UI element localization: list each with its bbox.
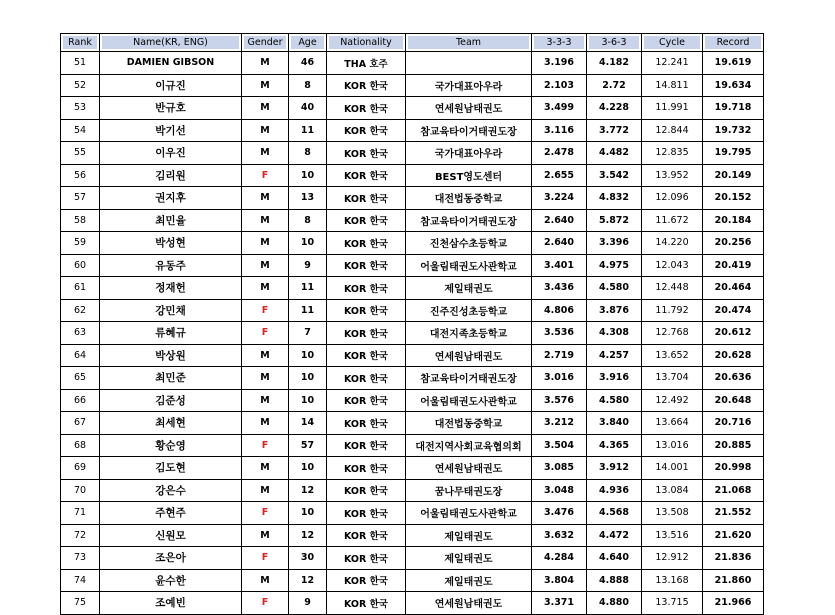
- team-cell: 참교육타이거태권도장: [406, 209, 532, 232]
- gender-cell: M: [242, 142, 289, 165]
- nationality-cell: KOR 한국: [327, 434, 406, 457]
- rank-cell: 62: [61, 299, 100, 322]
- name-cell: 황순영: [100, 434, 242, 457]
- name-cell: 정재헌: [100, 277, 242, 300]
- nationality-cell: KOR 한국: [327, 457, 406, 480]
- record-cell: 20.628: [703, 344, 764, 367]
- record-cell: 21.068: [703, 479, 764, 502]
- time-333-cell: 3.116: [532, 119, 587, 142]
- nationality-cell: KOR 한국: [327, 119, 406, 142]
- record-cell: 20.885: [703, 434, 764, 457]
- name-cell: 강민채: [100, 299, 242, 322]
- cycle-cell: 14.811: [642, 74, 703, 97]
- name-cell: 최세현: [100, 412, 242, 435]
- time-363-cell: 3.542: [587, 164, 642, 187]
- name-cell: 박상원: [100, 344, 242, 367]
- time-333-cell: 3.536: [532, 322, 587, 345]
- table-row: [61, 164, 764, 187]
- age-cell: 30: [289, 547, 327, 570]
- time-333-cell: 3.196: [532, 52, 587, 75]
- time-363-cell: 4.182: [587, 52, 642, 75]
- time-363-cell: 5.872: [587, 209, 642, 232]
- nationality-cell: THA 호주: [327, 52, 406, 75]
- nationality-cell: KOR 한국: [327, 232, 406, 255]
- age-cell: 40: [289, 97, 327, 120]
- gender-cell: F: [242, 502, 289, 525]
- nationality-cell: KOR 한국: [327, 412, 406, 435]
- rank-cell: 70: [61, 479, 100, 502]
- time-363-cell: 3.840: [587, 412, 642, 435]
- nationality-cell: KOR 한국: [327, 254, 406, 277]
- table-row: [61, 74, 764, 97]
- cycle-cell: 13.952: [642, 164, 703, 187]
- header-record: Record: [703, 34, 764, 52]
- gender-cell: M: [242, 187, 289, 210]
- name-cell: 박성현: [100, 232, 242, 255]
- age-cell: 57: [289, 434, 327, 457]
- table-row: [61, 434, 764, 457]
- rank-cell: 51: [61, 52, 100, 75]
- team-cell: 꿈나무태권도장: [406, 479, 532, 502]
- results-body: [61, 52, 764, 615]
- gender-cell: M: [242, 412, 289, 435]
- time-363-cell: 3.912: [587, 457, 642, 480]
- cycle-cell: 13.704: [642, 367, 703, 390]
- record-cell: 20.636: [703, 367, 764, 390]
- time-333-cell: 3.632: [532, 524, 587, 547]
- rank-cell: 59: [61, 232, 100, 255]
- team-cell: 어울림태권도사관학교: [406, 502, 532, 525]
- time-363-cell: 4.257: [587, 344, 642, 367]
- name-cell: 강은수: [100, 479, 242, 502]
- record-cell: 19.718: [703, 97, 764, 120]
- team-cell: 어울림태권도사관학교: [406, 389, 532, 412]
- time-333-cell: 2.640: [532, 232, 587, 255]
- team-cell: 어울림태권도사관학교: [406, 254, 532, 277]
- team-cell: 연세원남태권도: [406, 457, 532, 480]
- record-cell: 20.184: [703, 209, 764, 232]
- cycle-cell: 13.664: [642, 412, 703, 435]
- cycle-cell: 11.991: [642, 97, 703, 120]
- rank-cell: 72: [61, 524, 100, 547]
- rank-cell: 75: [61, 592, 100, 615]
- time-363-cell: 4.936: [587, 479, 642, 502]
- age-cell: 12: [289, 479, 327, 502]
- age-cell: 10: [289, 389, 327, 412]
- record-cell: 21.620: [703, 524, 764, 547]
- gender-cell: M: [242, 74, 289, 97]
- table-row: [61, 209, 764, 232]
- record-cell: 21.860: [703, 569, 764, 592]
- nationality-cell: KOR 한국: [327, 524, 406, 547]
- table-row: [61, 524, 764, 547]
- record-cell: 19.795: [703, 142, 764, 165]
- time-363-cell: 3.916: [587, 367, 642, 390]
- gender-cell: M: [242, 119, 289, 142]
- gender-cell: M: [242, 457, 289, 480]
- header-team: Team: [406, 34, 532, 52]
- team-cell: 대전법동중학교: [406, 187, 532, 210]
- table-row: [61, 119, 764, 142]
- rank-cell: 54: [61, 119, 100, 142]
- age-cell: 11: [289, 119, 327, 142]
- gender-cell: M: [242, 344, 289, 367]
- header-cycle: Cycle: [642, 34, 703, 52]
- record-cell: 20.464: [703, 277, 764, 300]
- time-333-cell: 3.804: [532, 569, 587, 592]
- time-333-cell: 4.284: [532, 547, 587, 570]
- cycle-cell: 13.168: [642, 569, 703, 592]
- cycle-cell: 12.043: [642, 254, 703, 277]
- record-cell: 19.634: [703, 74, 764, 97]
- cycle-cell: 14.220: [642, 232, 703, 255]
- time-333-cell: 3.212: [532, 412, 587, 435]
- nationality-cell: KOR 한국: [327, 367, 406, 390]
- name-cell: 조예빈: [100, 592, 242, 615]
- team-cell: BEST영도센터: [406, 164, 532, 187]
- gender-cell: F: [242, 434, 289, 457]
- team-cell: 진주진성초등학교: [406, 299, 532, 322]
- cycle-cell: 12.241: [642, 52, 703, 75]
- nationality-cell: KOR 한국: [327, 142, 406, 165]
- name-cell: 주현주: [100, 502, 242, 525]
- record-cell: 20.716: [703, 412, 764, 435]
- rank-cell: 55: [61, 142, 100, 165]
- time-363-cell: 4.228: [587, 97, 642, 120]
- nationality-cell: KOR 한국: [327, 187, 406, 210]
- table-row: [61, 479, 764, 502]
- time-363-cell: 4.472: [587, 524, 642, 547]
- age-cell: 10: [289, 344, 327, 367]
- gender-cell: M: [242, 254, 289, 277]
- name-cell: 유동주: [100, 254, 242, 277]
- time-363-cell: 3.772: [587, 119, 642, 142]
- age-cell: 10: [289, 502, 327, 525]
- time-333-cell: 3.085: [532, 457, 587, 480]
- age-cell: 13: [289, 187, 327, 210]
- table-row: [61, 277, 764, 300]
- name-cell: 류혜규: [100, 322, 242, 345]
- nationality-cell: KOR 한국: [327, 569, 406, 592]
- gender-cell: F: [242, 299, 289, 322]
- nationality-cell: KOR 한국: [327, 299, 406, 322]
- record-cell: 19.732: [703, 119, 764, 142]
- nationality-cell: KOR 한국: [327, 209, 406, 232]
- age-cell: 10: [289, 367, 327, 390]
- name-cell: 이규진: [100, 74, 242, 97]
- time-333-cell: 2.103: [532, 74, 587, 97]
- cycle-cell: 13.516: [642, 524, 703, 547]
- table-row: [61, 569, 764, 592]
- time-333-cell: 4.806: [532, 299, 587, 322]
- cycle-cell: 12.768: [642, 322, 703, 345]
- record-cell: 21.552: [703, 502, 764, 525]
- results-table: [60, 33, 764, 615]
- gender-cell: M: [242, 367, 289, 390]
- name-cell: 김준성: [100, 389, 242, 412]
- age-cell: 9: [289, 592, 327, 615]
- team-cell: 참교육타이거태권도장: [406, 367, 532, 390]
- gender-cell: M: [242, 209, 289, 232]
- rank-cell: 71: [61, 502, 100, 525]
- name-cell: 이우진: [100, 142, 242, 165]
- nationality-cell: KOR 한국: [327, 479, 406, 502]
- time-333-cell: 3.016: [532, 367, 587, 390]
- cycle-cell: 13.652: [642, 344, 703, 367]
- team-cell: 국가대표아우라: [406, 74, 532, 97]
- name-cell: 박기선: [100, 119, 242, 142]
- cycle-cell: 14.001: [642, 457, 703, 480]
- age-cell: 10: [289, 164, 327, 187]
- age-cell: 46: [289, 52, 327, 75]
- time-363-cell: 4.888: [587, 569, 642, 592]
- time-363-cell: 4.568: [587, 502, 642, 525]
- header-rank: Rank: [61, 34, 100, 52]
- rank-cell: 53: [61, 97, 100, 120]
- record-cell: 19.619: [703, 52, 764, 75]
- table-row: [61, 344, 764, 367]
- table-row: [61, 322, 764, 345]
- team-cell: 연세원남태권도: [406, 344, 532, 367]
- nationality-cell: KOR 한국: [327, 502, 406, 525]
- record-cell: 21.836: [703, 547, 764, 570]
- team-cell: [406, 52, 532, 75]
- table-row: [61, 502, 764, 525]
- header-333: 3-3-3: [532, 34, 587, 52]
- cycle-cell: 11.672: [642, 209, 703, 232]
- gender-cell: M: [242, 97, 289, 120]
- gender-cell: F: [242, 322, 289, 345]
- time-363-cell: 3.876: [587, 299, 642, 322]
- header-name: Name(KR, ENG): [100, 34, 242, 52]
- table-row: [61, 457, 764, 480]
- rank-cell: 52: [61, 74, 100, 97]
- gender-cell: F: [242, 547, 289, 570]
- nationality-cell: KOR 한국: [327, 97, 406, 120]
- table-row: [61, 97, 764, 120]
- age-cell: 14: [289, 412, 327, 435]
- age-cell: 11: [289, 299, 327, 322]
- rank-cell: 74: [61, 569, 100, 592]
- rank-cell: 65: [61, 367, 100, 390]
- gender-cell: M: [242, 524, 289, 547]
- cycle-cell: 13.715: [642, 592, 703, 615]
- name-cell: 최민준: [100, 367, 242, 390]
- age-cell: 8: [289, 142, 327, 165]
- age-cell: 11: [289, 277, 327, 300]
- time-363-cell: 4.975: [587, 254, 642, 277]
- gender-cell: M: [242, 569, 289, 592]
- team-cell: 국가대표아우라: [406, 142, 532, 165]
- time-363-cell: 2.72: [587, 74, 642, 97]
- cycle-cell: 12.448: [642, 277, 703, 300]
- time-333-cell: 3.436: [532, 277, 587, 300]
- team-cell: 제일태권도: [406, 277, 532, 300]
- nationality-cell: KOR 한국: [327, 277, 406, 300]
- rank-cell: 64: [61, 344, 100, 367]
- nationality-cell: KOR 한국: [327, 74, 406, 97]
- record-cell: 20.256: [703, 232, 764, 255]
- nationality-cell: KOR 한국: [327, 322, 406, 345]
- name-cell: 조은아: [100, 547, 242, 570]
- cycle-cell: 13.084: [642, 479, 703, 502]
- name-cell: 김도현: [100, 457, 242, 480]
- gender-cell: F: [242, 592, 289, 615]
- nationality-cell: KOR 한국: [327, 344, 406, 367]
- time-333-cell: 2.478: [532, 142, 587, 165]
- record-cell: 21.966: [703, 592, 764, 615]
- time-363-cell: 4.880: [587, 592, 642, 615]
- nationality-cell: KOR 한국: [327, 164, 406, 187]
- record-cell: 20.474: [703, 299, 764, 322]
- header-row: [61, 34, 764, 52]
- time-333-cell: 2.640: [532, 209, 587, 232]
- time-363-cell: 4.832: [587, 187, 642, 210]
- name-cell: 최민율: [100, 209, 242, 232]
- table-row: [61, 299, 764, 322]
- team-cell: 연세원남태권도: [406, 97, 532, 120]
- time-333-cell: 2.655: [532, 164, 587, 187]
- time-333-cell: 3.224: [532, 187, 587, 210]
- record-cell: 20.149: [703, 164, 764, 187]
- rank-cell: 69: [61, 457, 100, 480]
- record-cell: 20.998: [703, 457, 764, 480]
- time-333-cell: 3.476: [532, 502, 587, 525]
- time-363-cell: 4.580: [587, 389, 642, 412]
- age-cell: 10: [289, 457, 327, 480]
- time-333-cell: 3.371: [532, 592, 587, 615]
- name-cell: 김리원: [100, 164, 242, 187]
- cycle-cell: 12.835: [642, 142, 703, 165]
- rank-cell: 63: [61, 322, 100, 345]
- team-cell: 대전법동중학교: [406, 412, 532, 435]
- record-cell: 20.648: [703, 389, 764, 412]
- gender-cell: M: [242, 232, 289, 255]
- age-cell: 12: [289, 524, 327, 547]
- rank-cell: 57: [61, 187, 100, 210]
- time-333-cell: 2.719: [532, 344, 587, 367]
- table-row: [61, 547, 764, 570]
- nationality-cell: KOR 한국: [327, 389, 406, 412]
- time-363-cell: 4.365: [587, 434, 642, 457]
- team-cell: 제일태권도: [406, 547, 532, 570]
- cycle-cell: 12.096: [642, 187, 703, 210]
- header-363: 3-6-3: [587, 34, 642, 52]
- name-cell: DAMIEN GIBSON: [100, 52, 242, 75]
- team-cell: 진천삼수초등학교: [406, 232, 532, 255]
- nationality-cell: KOR 한국: [327, 592, 406, 615]
- time-363-cell: 4.580: [587, 277, 642, 300]
- team-cell: 대전지족초등학교: [406, 322, 532, 345]
- cycle-cell: 12.912: [642, 547, 703, 570]
- nationality-cell: KOR 한국: [327, 547, 406, 570]
- name-cell: 윤수한: [100, 569, 242, 592]
- team-cell: 제일태권도: [406, 524, 532, 547]
- team-cell: 대전지역사회교육협의회: [406, 434, 532, 457]
- header-nationality: Nationality: [327, 34, 406, 52]
- cycle-cell: 13.016: [642, 434, 703, 457]
- rank-cell: 61: [61, 277, 100, 300]
- rank-cell: 67: [61, 412, 100, 435]
- age-cell: 8: [289, 209, 327, 232]
- rank-cell: 56: [61, 164, 100, 187]
- time-333-cell: 3.499: [532, 97, 587, 120]
- age-cell: 9: [289, 254, 327, 277]
- table-row: [61, 389, 764, 412]
- gender-cell: F: [242, 164, 289, 187]
- team-cell: 제일태권도: [406, 569, 532, 592]
- cycle-cell: 12.492: [642, 389, 703, 412]
- rank-cell: 58: [61, 209, 100, 232]
- age-cell: 7: [289, 322, 327, 345]
- gender-cell: M: [242, 479, 289, 502]
- gender-cell: M: [242, 52, 289, 75]
- rank-cell: 60: [61, 254, 100, 277]
- gender-cell: M: [242, 389, 289, 412]
- time-363-cell: 3.396: [587, 232, 642, 255]
- age-cell: 8: [289, 74, 327, 97]
- table-row: [61, 52, 764, 75]
- gender-cell: M: [242, 277, 289, 300]
- cycle-cell: 11.792: [642, 299, 703, 322]
- header-age: Age: [289, 34, 327, 52]
- header-gender: Gender: [242, 34, 289, 52]
- cycle-cell: 13.508: [642, 502, 703, 525]
- record-cell: 20.612: [703, 322, 764, 345]
- time-363-cell: 4.640: [587, 547, 642, 570]
- table-row: [61, 142, 764, 165]
- team-cell: 연세원남태권도: [406, 592, 532, 615]
- cycle-cell: 12.844: [642, 119, 703, 142]
- table-row: [61, 412, 764, 435]
- table-row: [61, 232, 764, 255]
- time-333-cell: 3.576: [532, 389, 587, 412]
- record-cell: 20.152: [703, 187, 764, 210]
- rank-cell: 66: [61, 389, 100, 412]
- name-cell: 신원모: [100, 524, 242, 547]
- record-cell: 20.419: [703, 254, 764, 277]
- team-cell: 참교육타이거태권도장: [406, 119, 532, 142]
- table-row: [61, 254, 764, 277]
- rank-cell: 68: [61, 434, 100, 457]
- age-cell: 12: [289, 569, 327, 592]
- name-cell: 권지후: [100, 187, 242, 210]
- age-cell: 10: [289, 232, 327, 255]
- name-cell: 반규호: [100, 97, 242, 120]
- time-333-cell: 3.401: [532, 254, 587, 277]
- time-333-cell: 3.504: [532, 434, 587, 457]
- table-row: [61, 187, 764, 210]
- time-363-cell: 4.308: [587, 322, 642, 345]
- time-363-cell: 4.482: [587, 142, 642, 165]
- table-row: [61, 367, 764, 390]
- table-row: [61, 592, 764, 615]
- rank-cell: 73: [61, 547, 100, 570]
- time-333-cell: 3.048: [532, 479, 587, 502]
